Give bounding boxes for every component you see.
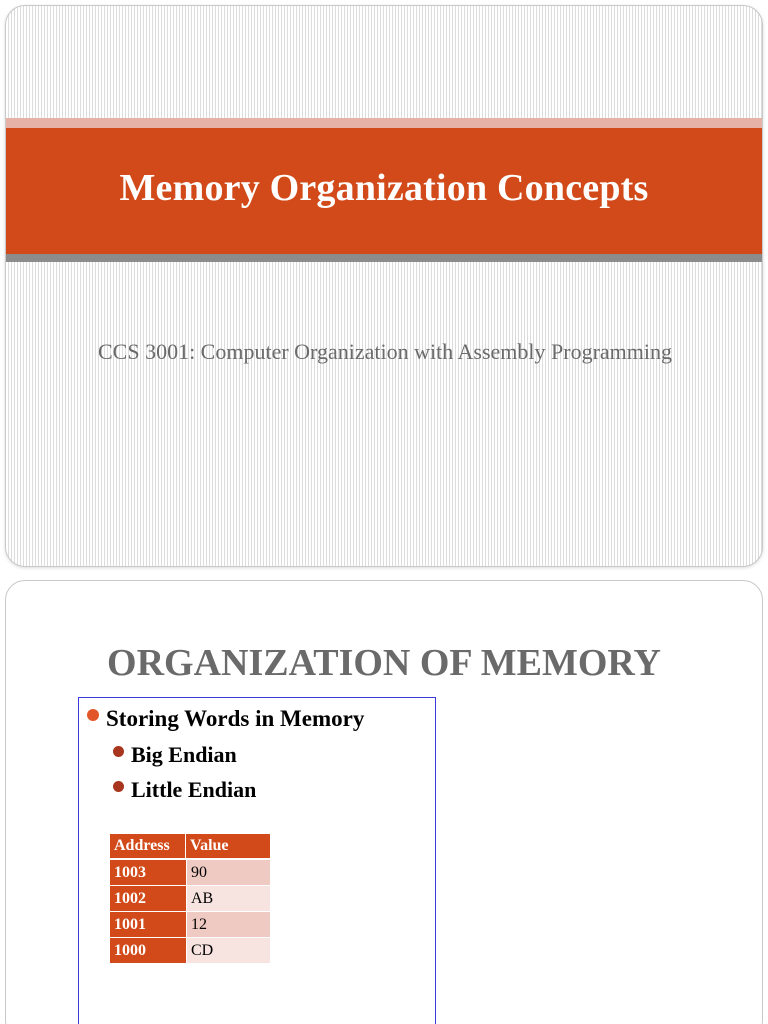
subbullet-item-little-endian <box>113 777 256 803</box>
bullet-text: Storing Words in Memory <box>106 706 365 731</box>
value-cell: AB <box>186 886 270 912</box>
table-row <box>110 912 270 938</box>
memory-table <box>110 834 270 964</box>
subbullet-dot-icon <box>113 746 124 757</box>
bullet-item <box>87 706 364 732</box>
content-slide <box>5 580 763 1024</box>
table-row <box>110 886 270 912</box>
address-cell: 1002 <box>110 886 186 912</box>
slide-subtitle: CCS 3001: Computer Organization with Assembly Programming <box>97 339 673 364</box>
subbullet-text: Big Endian <box>131 742 237 767</box>
subbullet-text: Little Endian <box>131 777 257 802</box>
address-cell: 1001 <box>110 912 186 938</box>
slide-heading: ORGANIZATION OF MEMORY <box>107 642 661 684</box>
subbullet-item-big-endian <box>113 742 237 768</box>
table-row <box>110 860 270 886</box>
address-cell: 1000 <box>110 938 186 964</box>
title-slide <box>5 5 763 567</box>
value-cell: 90 <box>186 860 270 886</box>
address-cell: 1003 <box>110 860 186 886</box>
table-header-value: Value <box>186 834 270 860</box>
value-cell: CD <box>186 938 270 964</box>
bullet-dot-icon <box>87 709 99 721</box>
table-header-row <box>110 834 270 860</box>
title-band-top-stripe <box>6 118 762 128</box>
title-band-bottom-stripe <box>6 254 762 262</box>
subbullet-dot-icon <box>113 781 124 792</box>
table-header-address: Address <box>110 834 186 860</box>
content-placeholder-box <box>78 697 436 1024</box>
value-cell: 12 <box>186 912 270 938</box>
slide-title: Memory Organization Concepts <box>119 167 649 209</box>
table-row <box>110 938 270 964</box>
